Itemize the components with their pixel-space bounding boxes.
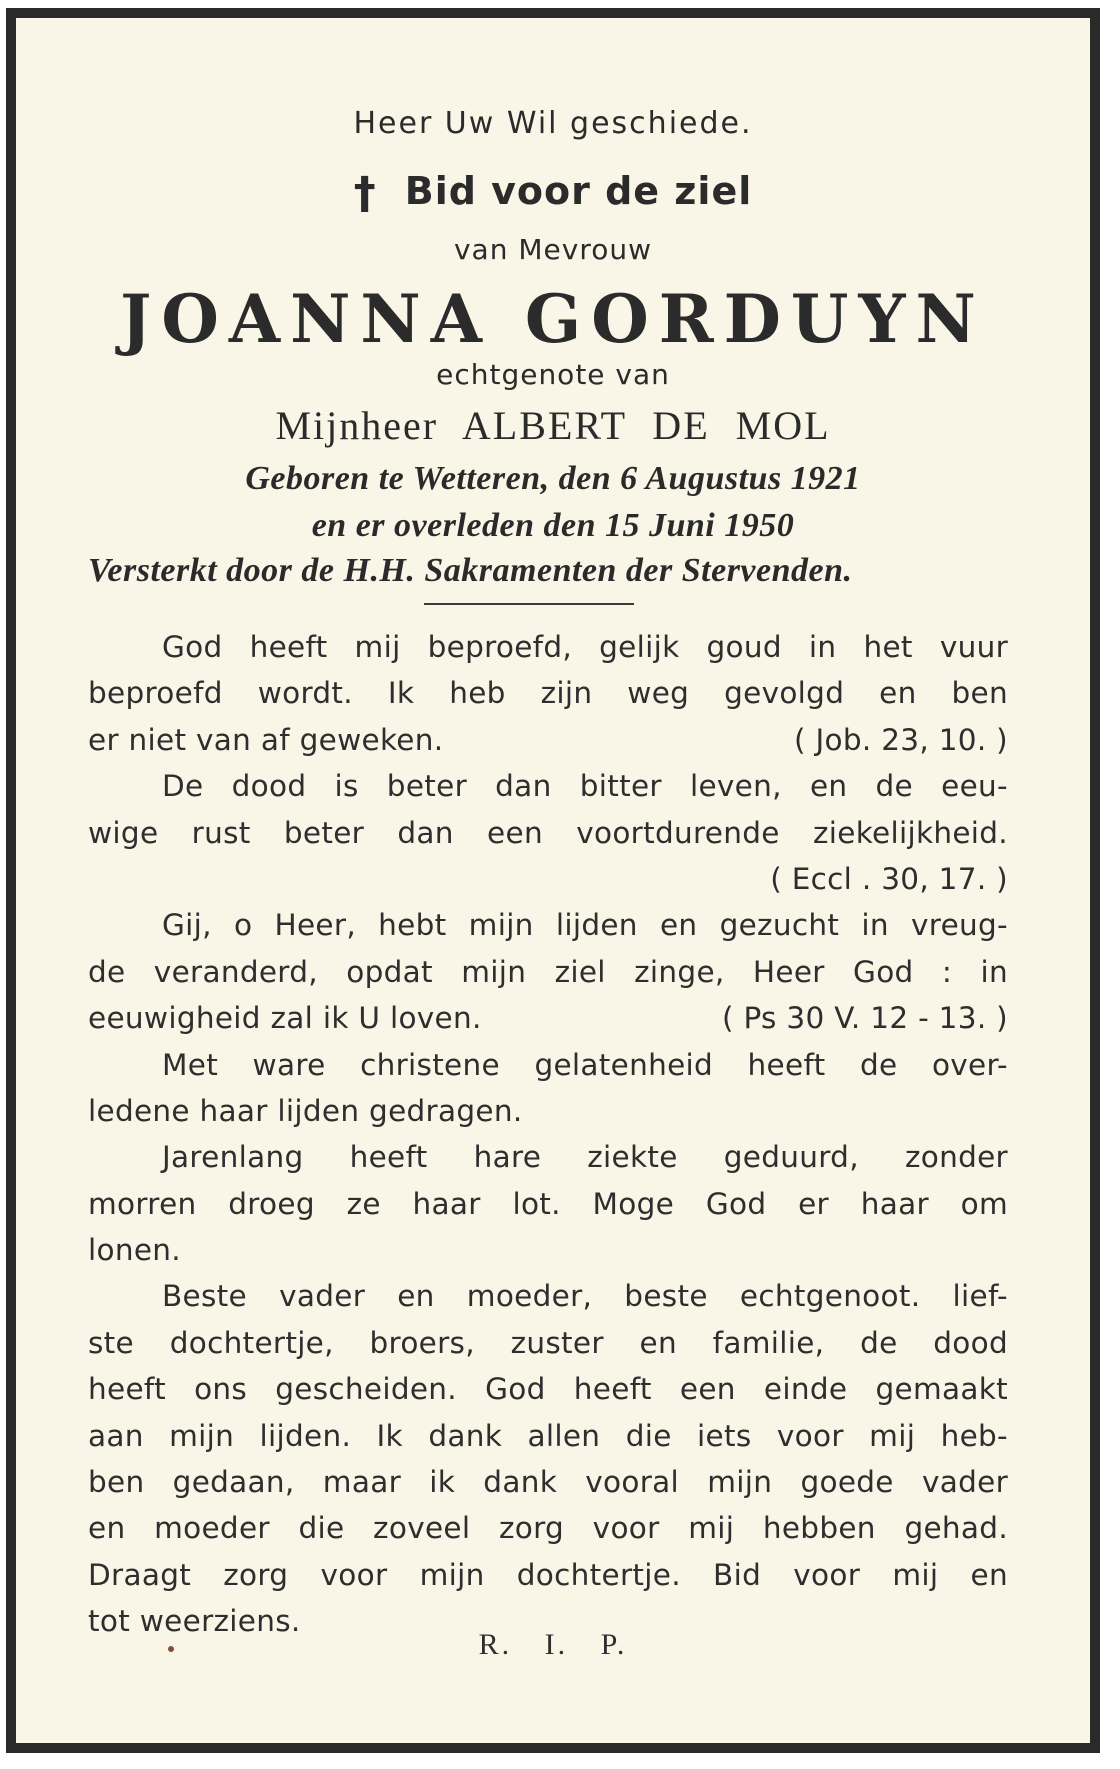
- text-line: ben gedaan, maar ik dank vooral mijn goede vader: [88, 1465, 1008, 1500]
- text-fragment: er niet van af geweken.: [88, 722, 444, 757]
- text-line: God heeft mij beproefd, gelijk goud in het vuur: [162, 630, 1008, 664]
- sacraments-line: Versterkt door de H.H. Sakramenten der Stervenden.: [88, 552, 853, 589]
- scripture-reference: ( Ps 30 V. 12 - 13. ): [722, 1001, 1008, 1036]
- prayer-text: Bid voor de ziel: [404, 169, 753, 213]
- prayer-heading: [16, 168, 1090, 219]
- text-line: aan mijn lijden. Ik dank allen die iets voor mij heb-: [88, 1418, 1008, 1453]
- death-line: en er overleden den 15 Juni 1950: [311, 507, 795, 544]
- text-line: de veranderd, opdat mijn ziel zinge, Heer God : in: [88, 954, 1008, 989]
- text-fragment: eeuwigheid zal ik U loven.: [88, 1001, 482, 1036]
- card-content: [16, 18, 1090, 1743]
- van-label: van Mevrouw: [453, 233, 652, 266]
- text-line: ledene haar lijden gedragen.: [88, 1093, 523, 1128]
- memorial-card: [6, 8, 1100, 1753]
- text-line: [88, 717, 1008, 763]
- scripture-reference: ( Eccl . 30, 17. ): [770, 861, 1008, 896]
- text-line: ste dochtertje, broers, zuster en familie, de dood: [88, 1325, 1008, 1360]
- cross-icon: †: [353, 168, 377, 219]
- spouse-name: Mijnheer ALBERT DE MOL: [275, 403, 831, 448]
- text-line: [88, 995, 1008, 1041]
- spouse-label: echtgenote van: [436, 358, 670, 391]
- text-line: Gij, o Heer, hebt mijn lijden en gezucht in vreug-: [162, 908, 1008, 943]
- birth-line: Geboren te Wetteren, den 6 Augustus 1921: [245, 460, 861, 497]
- divider: [424, 603, 634, 605]
- text-line: morren droeg ze haar lot. Moge God er haar om: [88, 1186, 1008, 1221]
- text-line: en moeder die zoveel zorg voor mij hebben gehad.: [88, 1511, 1008, 1546]
- text-line: beproefd wordt. Ik heb zijn weg gevolgd en ben: [88, 676, 1008, 711]
- text-line: heeft ons gescheiden. God heeft een einde gemaakt: [88, 1372, 1008, 1407]
- text-line: lonen.: [88, 1233, 181, 1268]
- body-text: [88, 624, 1008, 1645]
- text-line: Beste vader en moeder, beste echtgenoot. lief-: [162, 1279, 1008, 1314]
- text-line: Jarenlang heeft hare ziekte geduurd, zonder: [162, 1140, 1008, 1175]
- scripture-reference: ( Job. 23, 10. ): [793, 722, 1008, 757]
- text-line: Draagt zorg voor mijn dochtertje. Bid voor mij en: [88, 1557, 1008, 1592]
- text-line: De dood is beter dan bitter leven, en de eeu-: [162, 769, 1008, 804]
- motto: Heer Uw Wil geschiede.: [353, 106, 753, 141]
- text-line: Met ware christene gelatenheid heeft de over-: [162, 1047, 1008, 1082]
- deceased-name: JOANNA GORDUYN: [120, 280, 986, 358]
- rip: R. I. P.: [478, 1628, 628, 1661]
- text-line: tot weerziens.: [88, 1604, 301, 1639]
- text-line: wige rust beter dan een voortdurende ziekelijkheid.: [88, 815, 1008, 850]
